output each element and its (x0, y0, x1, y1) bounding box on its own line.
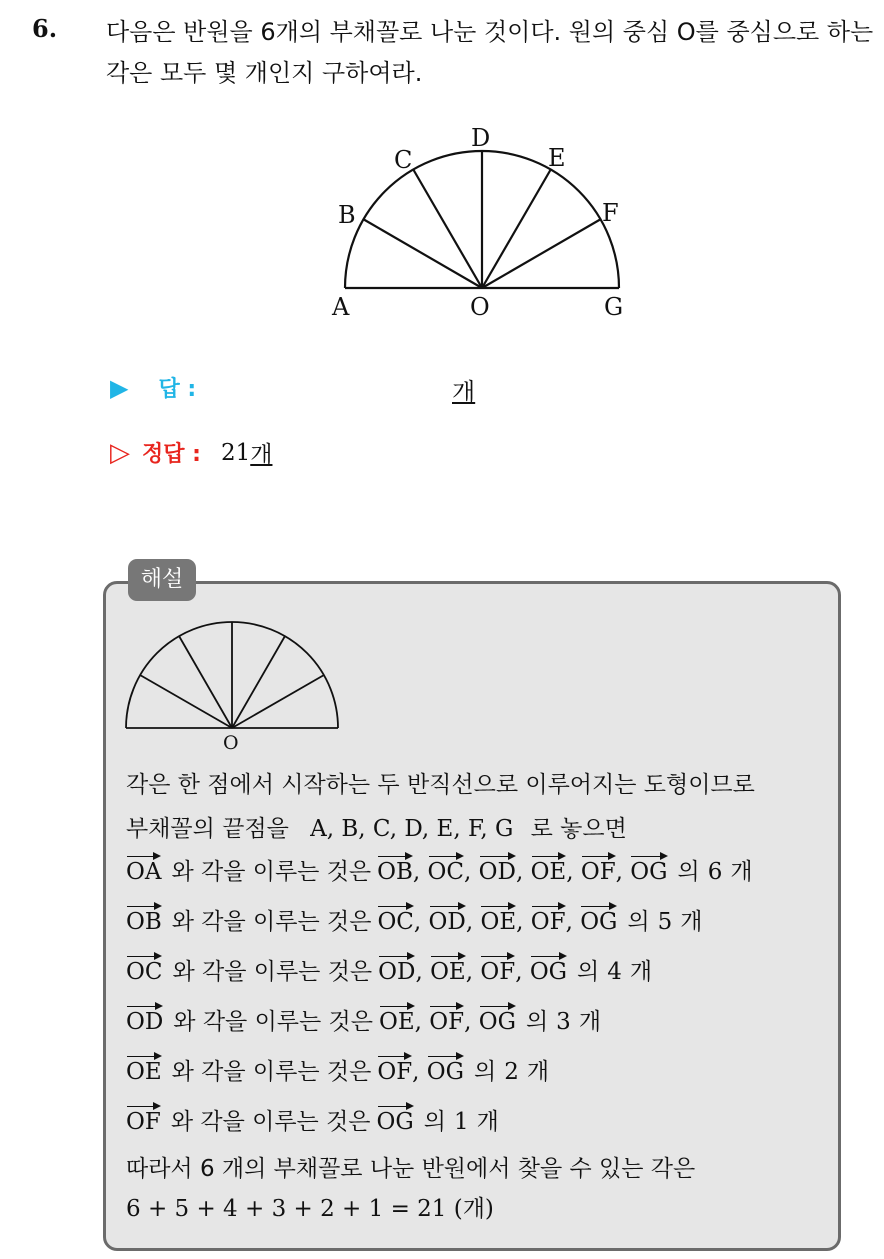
answer-marker: ▶ (110, 373, 129, 402)
row-count: 4 (607, 959, 622, 985)
intro2-prefix: 부채꼴의 끝점을 (126, 816, 289, 842)
question-text: 다음은 반원을 6개의 부채꼴로 나눈 것이다. 원의 중심 O를 중심으로 하는 각은 모두 몇 개인지 구하여라. (106, 18, 874, 87)
row-count: 1 (453, 1109, 469, 1135)
radius-oc (413, 169, 482, 288)
intro2-points: A, B, C, D, E, F, G (310, 816, 514, 842)
solution-equation: 6 + 5 + 4 + 3 + 2 + 1 = 21 (개) (126, 1196, 494, 1222)
correct-marker: ▷ (110, 437, 130, 468)
ray-other: OG (630, 852, 667, 885)
small-radius-2 (179, 636, 232, 728)
ray-start: OE (126, 1052, 162, 1085)
ray-other: OE (531, 852, 567, 885)
label-o: O (470, 293, 490, 321)
intro2-suffix: 로 놓으면 (530, 816, 627, 842)
row-connector: 와 각을 이루는 것은 (171, 859, 372, 885)
ray-start: OA (126, 852, 161, 885)
correct-answer-row (110, 436, 272, 469)
row-of: 의 (577, 959, 600, 985)
solution-row: OA 와 각을 이루는 것은 OB, OC, OD, OE, OF, OG 의 6 개 (126, 852, 753, 886)
row-count: 2 (504, 1059, 519, 1085)
answer-row (110, 372, 196, 403)
correct-unit: 개 (250, 442, 273, 468)
row-of: 의 (423, 1109, 446, 1135)
ray-other: OD (429, 902, 466, 935)
small-radius-5 (232, 675, 324, 728)
small-radius-1 (140, 675, 232, 728)
label-a: A (332, 293, 350, 321)
solution-intro-2 (126, 810, 627, 843)
ray-other: OE (480, 902, 516, 935)
row-of: 의 (525, 1009, 549, 1035)
question-number: 6. (32, 14, 58, 43)
ray-other: OG (377, 1102, 414, 1135)
solution-conclusion: 따라서 6 개의 부채꼴로 나눈 반원에서 찾을 수 있는 각은 (126, 1156, 696, 1182)
row-connector: 와 각을 이루는 것은 (173, 1009, 373, 1035)
ray-other: OG (427, 1052, 464, 1085)
ray-other: OE (379, 1002, 415, 1035)
row-count: 6 (707, 859, 723, 885)
solution-row (126, 1102, 499, 1136)
ray-other: OG (479, 1002, 516, 1035)
ray-other: OF (429, 1002, 464, 1035)
row-unit: 개 (526, 1059, 550, 1085)
label-e: E (548, 144, 566, 172)
ray-start: OD (126, 1002, 163, 1035)
ray-other: OC (377, 902, 413, 935)
row-unit: 개 (629, 959, 653, 985)
ray-start: OB (126, 902, 162, 935)
small-radius-4 (232, 636, 285, 728)
label-f: F (602, 199, 619, 227)
radius-of (482, 219, 601, 288)
ray-start: OF (126, 1102, 161, 1135)
ray-other: OB (377, 852, 413, 885)
ray-other: OF (531, 902, 566, 935)
ray-other: OC (428, 852, 464, 885)
ray-other: OF (581, 852, 616, 885)
row-connector: 와 각을 이루는 것은 (171, 909, 372, 935)
small-label-o: O (223, 732, 239, 753)
row-of: 의 (627, 909, 650, 935)
row-of: 의 (474, 1059, 497, 1085)
ray-other: OF (480, 952, 515, 985)
row-connector: 와 각을 이루는 것은 (170, 1109, 371, 1135)
radius-oe (482, 169, 551, 288)
label-d: D (471, 124, 491, 152)
row-connector: 와 각을 이루는 것은 (171, 1059, 372, 1085)
answer-unit: 개 (452, 378, 476, 406)
row-unit: 개 (578, 1009, 602, 1035)
ray-other: OE (430, 952, 466, 985)
solution-row: OD 와 각을 이루는 것은 OE, OF, OG 의 3 개 (126, 1002, 601, 1036)
row-count: 3 (556, 1009, 571, 1035)
solution-row: OC 와 각을 이루는 것은 OD, OE, OF, OG 의 4 개 (126, 952, 652, 986)
solution-badge: 해설 (128, 559, 196, 601)
ray-other: OF (377, 1052, 412, 1085)
correct-value: 21 (220, 439, 251, 466)
ray-other: OD (378, 952, 415, 985)
row-unit: 개 (680, 909, 703, 935)
ray-other: OG (580, 902, 617, 935)
radius-ob (363, 219, 482, 288)
label-g: G (604, 293, 624, 321)
row-count: 5 (657, 909, 673, 935)
row-unit: 개 (476, 1109, 499, 1135)
ray-other: OG (530, 952, 567, 985)
label-c: C (394, 146, 413, 174)
solution-figure (120, 618, 345, 753)
row-of: 의 (677, 859, 700, 885)
semicircle-figure (326, 118, 636, 323)
answer-label: 답 : (158, 377, 197, 402)
solution-row: OB 와 각을 이루는 것은 OC, OD, OE, OF, OG 의 5 개 (126, 902, 703, 936)
correct-label: 정답 : (142, 442, 201, 467)
row-unit: 개 (730, 859, 753, 885)
label-b: B (338, 201, 356, 229)
solution-row: OE 와 각을 이루는 것은 OF, OG 의 2 개 (126, 1052, 549, 1086)
row-connector: 와 각을 이루는 것은 (172, 959, 373, 985)
solution-intro-1: 각은 한 점에서 시작하는 두 반직선으로 이루어지는 도형이므로 (126, 772, 755, 798)
ray-start: OC (126, 952, 162, 985)
ray-other: OD (479, 852, 516, 885)
